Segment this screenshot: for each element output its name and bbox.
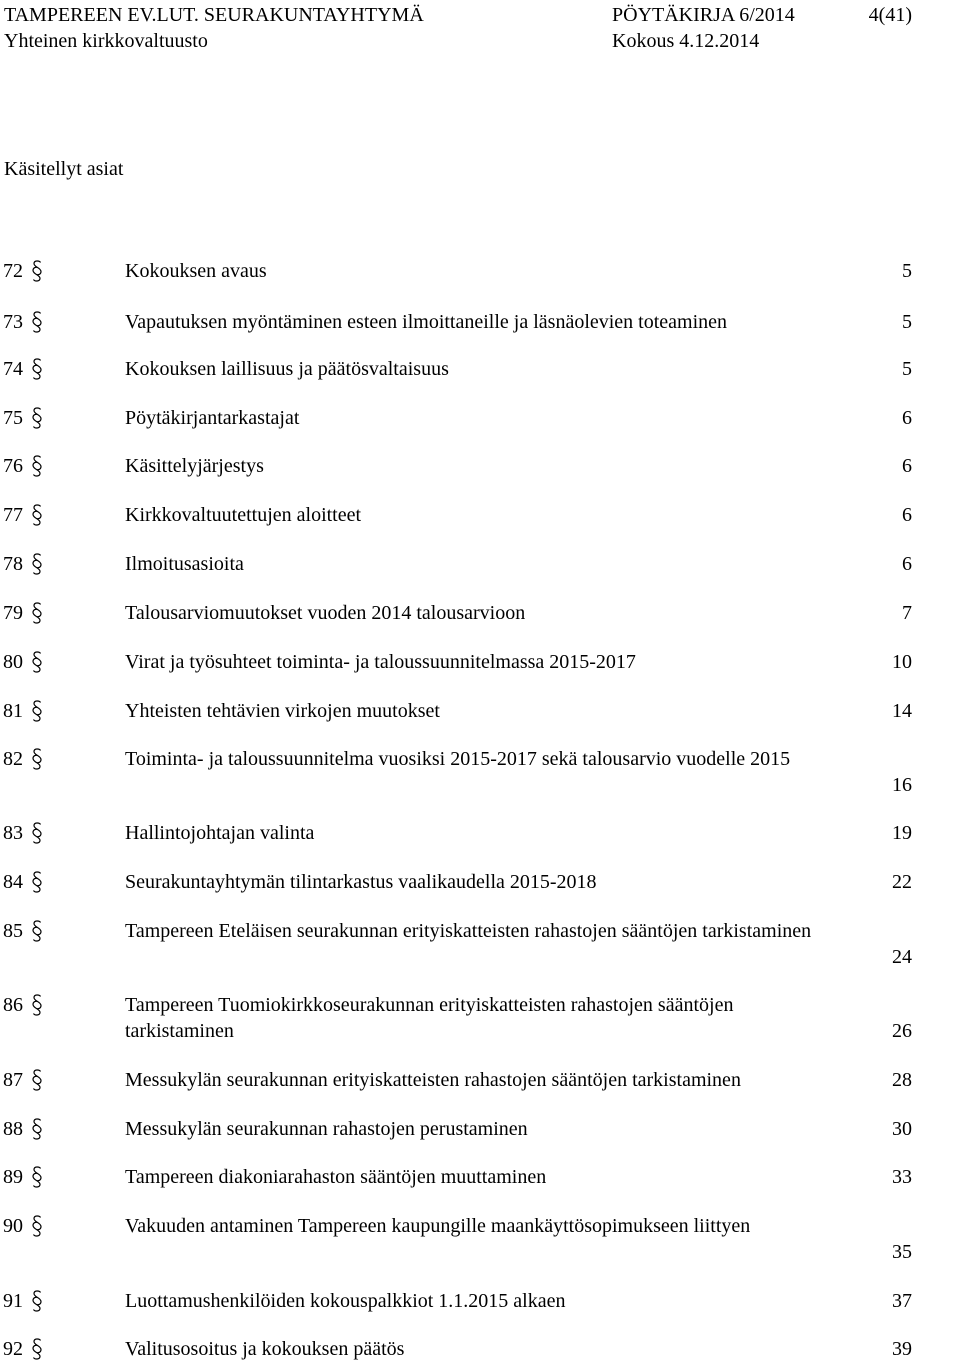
item-title: Käsittelyjärjestys	[125, 455, 264, 477]
item-page-number: 5	[902, 311, 912, 333]
item-number: 91	[3, 1290, 23, 1312]
section-sign-icon	[30, 1337, 44, 1361]
section-sign-icon	[30, 821, 44, 845]
section-sign-icon	[30, 993, 44, 1017]
item-page-number: 5	[902, 260, 912, 282]
item-page-number: 28	[892, 1069, 912, 1091]
item-number: 73	[3, 311, 23, 333]
item-page-number: 22	[892, 871, 912, 893]
item-page-number: 33	[892, 1166, 912, 1188]
item-page-number: 24	[892, 946, 912, 968]
item-page-number: 7	[902, 602, 912, 624]
item-title: Tampereen Tuomiokirkkoseurakunnan erityiskatteisten rahastojen sääntöjen tarkistaminen	[125, 994, 734, 1042]
item-title: Ilmoitusasioita	[125, 553, 244, 575]
item-page-number: 39	[892, 1338, 912, 1360]
toc-row	[0, 918, 960, 970]
item-page-number: 35	[892, 1241, 912, 1263]
item-title: Toiminta- ja taloussuunnitelma vuosiksi 2015-2017 sekä talousarvio vuodelle 2015	[125, 748, 791, 770]
item-title: Virat ja työsuhteet toiminta- ja taloussuunnitelmassa 2015-2017	[125, 651, 636, 673]
item-number: 75	[3, 407, 23, 429]
contents-heading: Käsitellyt asiat	[4, 158, 124, 180]
item-number: 82	[3, 748, 23, 770]
item-title: Pöytäkirjantarkastajat	[125, 407, 300, 429]
item-page-number: 6	[902, 553, 912, 575]
item-title: Tampereen diakoniarahaston sääntöjen muuttaminen	[125, 1166, 547, 1188]
item-title: Kirkkovaltuutettujen aloitteet	[125, 504, 362, 526]
item-number: 88	[3, 1118, 23, 1140]
item-number: 83	[3, 822, 23, 844]
section-sign-icon	[30, 1068, 44, 1092]
item-page-number: 30	[892, 1118, 912, 1140]
item-title: Messukylän seurakunnan rahastojen perustaminen	[125, 1118, 528, 1140]
section-sign-icon	[30, 1165, 44, 1189]
item-title: Kokouksen laillisuus ja päätösvaltaisuus	[125, 358, 449, 380]
item-title: Vapautuksen myöntäminen esteen ilmoittaneille ja läsnäolevien toteaminen	[125, 311, 728, 333]
governing-body: Yhteinen kirkkovaltuusto	[4, 30, 208, 52]
section-sign-icon	[30, 310, 44, 334]
meeting-date: Kokous 4.12.2014	[612, 30, 760, 52]
section-sign-icon	[30, 919, 44, 943]
item-number: 86	[3, 994, 23, 1016]
page-number: 4(41)	[868, 4, 912, 26]
section-sign-icon	[30, 552, 44, 576]
section-sign-icon	[30, 1117, 44, 1141]
document-title: PÖYTÄKIRJA 6/2014	[612, 4, 795, 26]
item-number: 74	[3, 358, 23, 380]
item-title: Tampereen Eteläisen seurakunnan erityiskatteisten rahastojen sääntöjen tarkistaminen	[125, 920, 812, 942]
item-number: 79	[3, 602, 23, 624]
item-page-number: 10	[892, 651, 912, 673]
item-number: 84	[3, 871, 23, 893]
item-number: 85	[3, 920, 23, 942]
item-title: Valitusosoitus ja kokouksen päätös	[125, 1338, 405, 1360]
item-number: 81	[3, 700, 23, 722]
toc-row	[0, 1213, 960, 1265]
section-sign-icon	[30, 870, 44, 894]
section-sign-icon	[30, 699, 44, 723]
item-number: 77	[3, 504, 23, 526]
item-page-number: 16	[892, 774, 912, 796]
section-sign-icon	[30, 1214, 44, 1238]
toc-row	[0, 746, 960, 798]
section-sign-icon	[30, 747, 44, 771]
section-sign-icon	[30, 650, 44, 674]
item-number: 72	[3, 260, 23, 282]
item-title: Kokouksen avaus	[125, 260, 267, 282]
item-number: 80	[3, 651, 23, 673]
item-page-number: 5	[902, 358, 912, 380]
item-page-number: 19	[892, 822, 912, 844]
item-page-number: 6	[902, 504, 912, 526]
item-page-number: 6	[902, 407, 912, 429]
item-page-number: 37	[892, 1290, 912, 1312]
item-number: 90	[3, 1215, 23, 1237]
item-number: 87	[3, 1069, 23, 1091]
section-sign-icon	[30, 1289, 44, 1313]
section-sign-icon	[30, 406, 44, 430]
item-title: Yhteisten tehtävien virkojen muutokset	[125, 700, 440, 722]
section-sign-icon	[30, 357, 44, 381]
item-page-number: 14	[892, 700, 912, 722]
item-page-number: 26	[892, 1020, 912, 1042]
item-title: Seurakuntayhtymän tilintarkastus vaalikaudella 2015-2018	[125, 871, 597, 893]
item-number: 76	[3, 455, 23, 477]
item-title: Messukylän seurakunnan erityiskatteisten rahastojen sääntöjen tarkistaminen	[125, 1069, 741, 1091]
section-sign-icon	[30, 503, 44, 527]
item-title: Vakuuden antaminen Tampereen kaupungille maankäyttösopimukseen liittyen	[125, 1215, 751, 1237]
section-sign-icon	[30, 454, 44, 478]
item-page-number: 6	[902, 455, 912, 477]
item-number: 89	[3, 1166, 23, 1188]
item-number: 92	[3, 1338, 23, 1360]
section-sign-icon	[30, 601, 44, 625]
item-title: Luottamushenkilöiden kokouspalkkiot 1.1.2015 alkaen	[125, 1290, 566, 1312]
item-title: Hallintojohtajan valinta	[125, 822, 315, 844]
organization-name: TAMPEREEN EV.LUT. SEURAKUNTAYHTYMÄ	[4, 4, 424, 26]
section-sign-icon	[30, 259, 44, 283]
toc-row	[0, 992, 960, 1044]
item-number: 78	[3, 553, 23, 575]
item-title: Talousarviomuutokset vuoden 2014 talousarvioon	[125, 602, 526, 624]
